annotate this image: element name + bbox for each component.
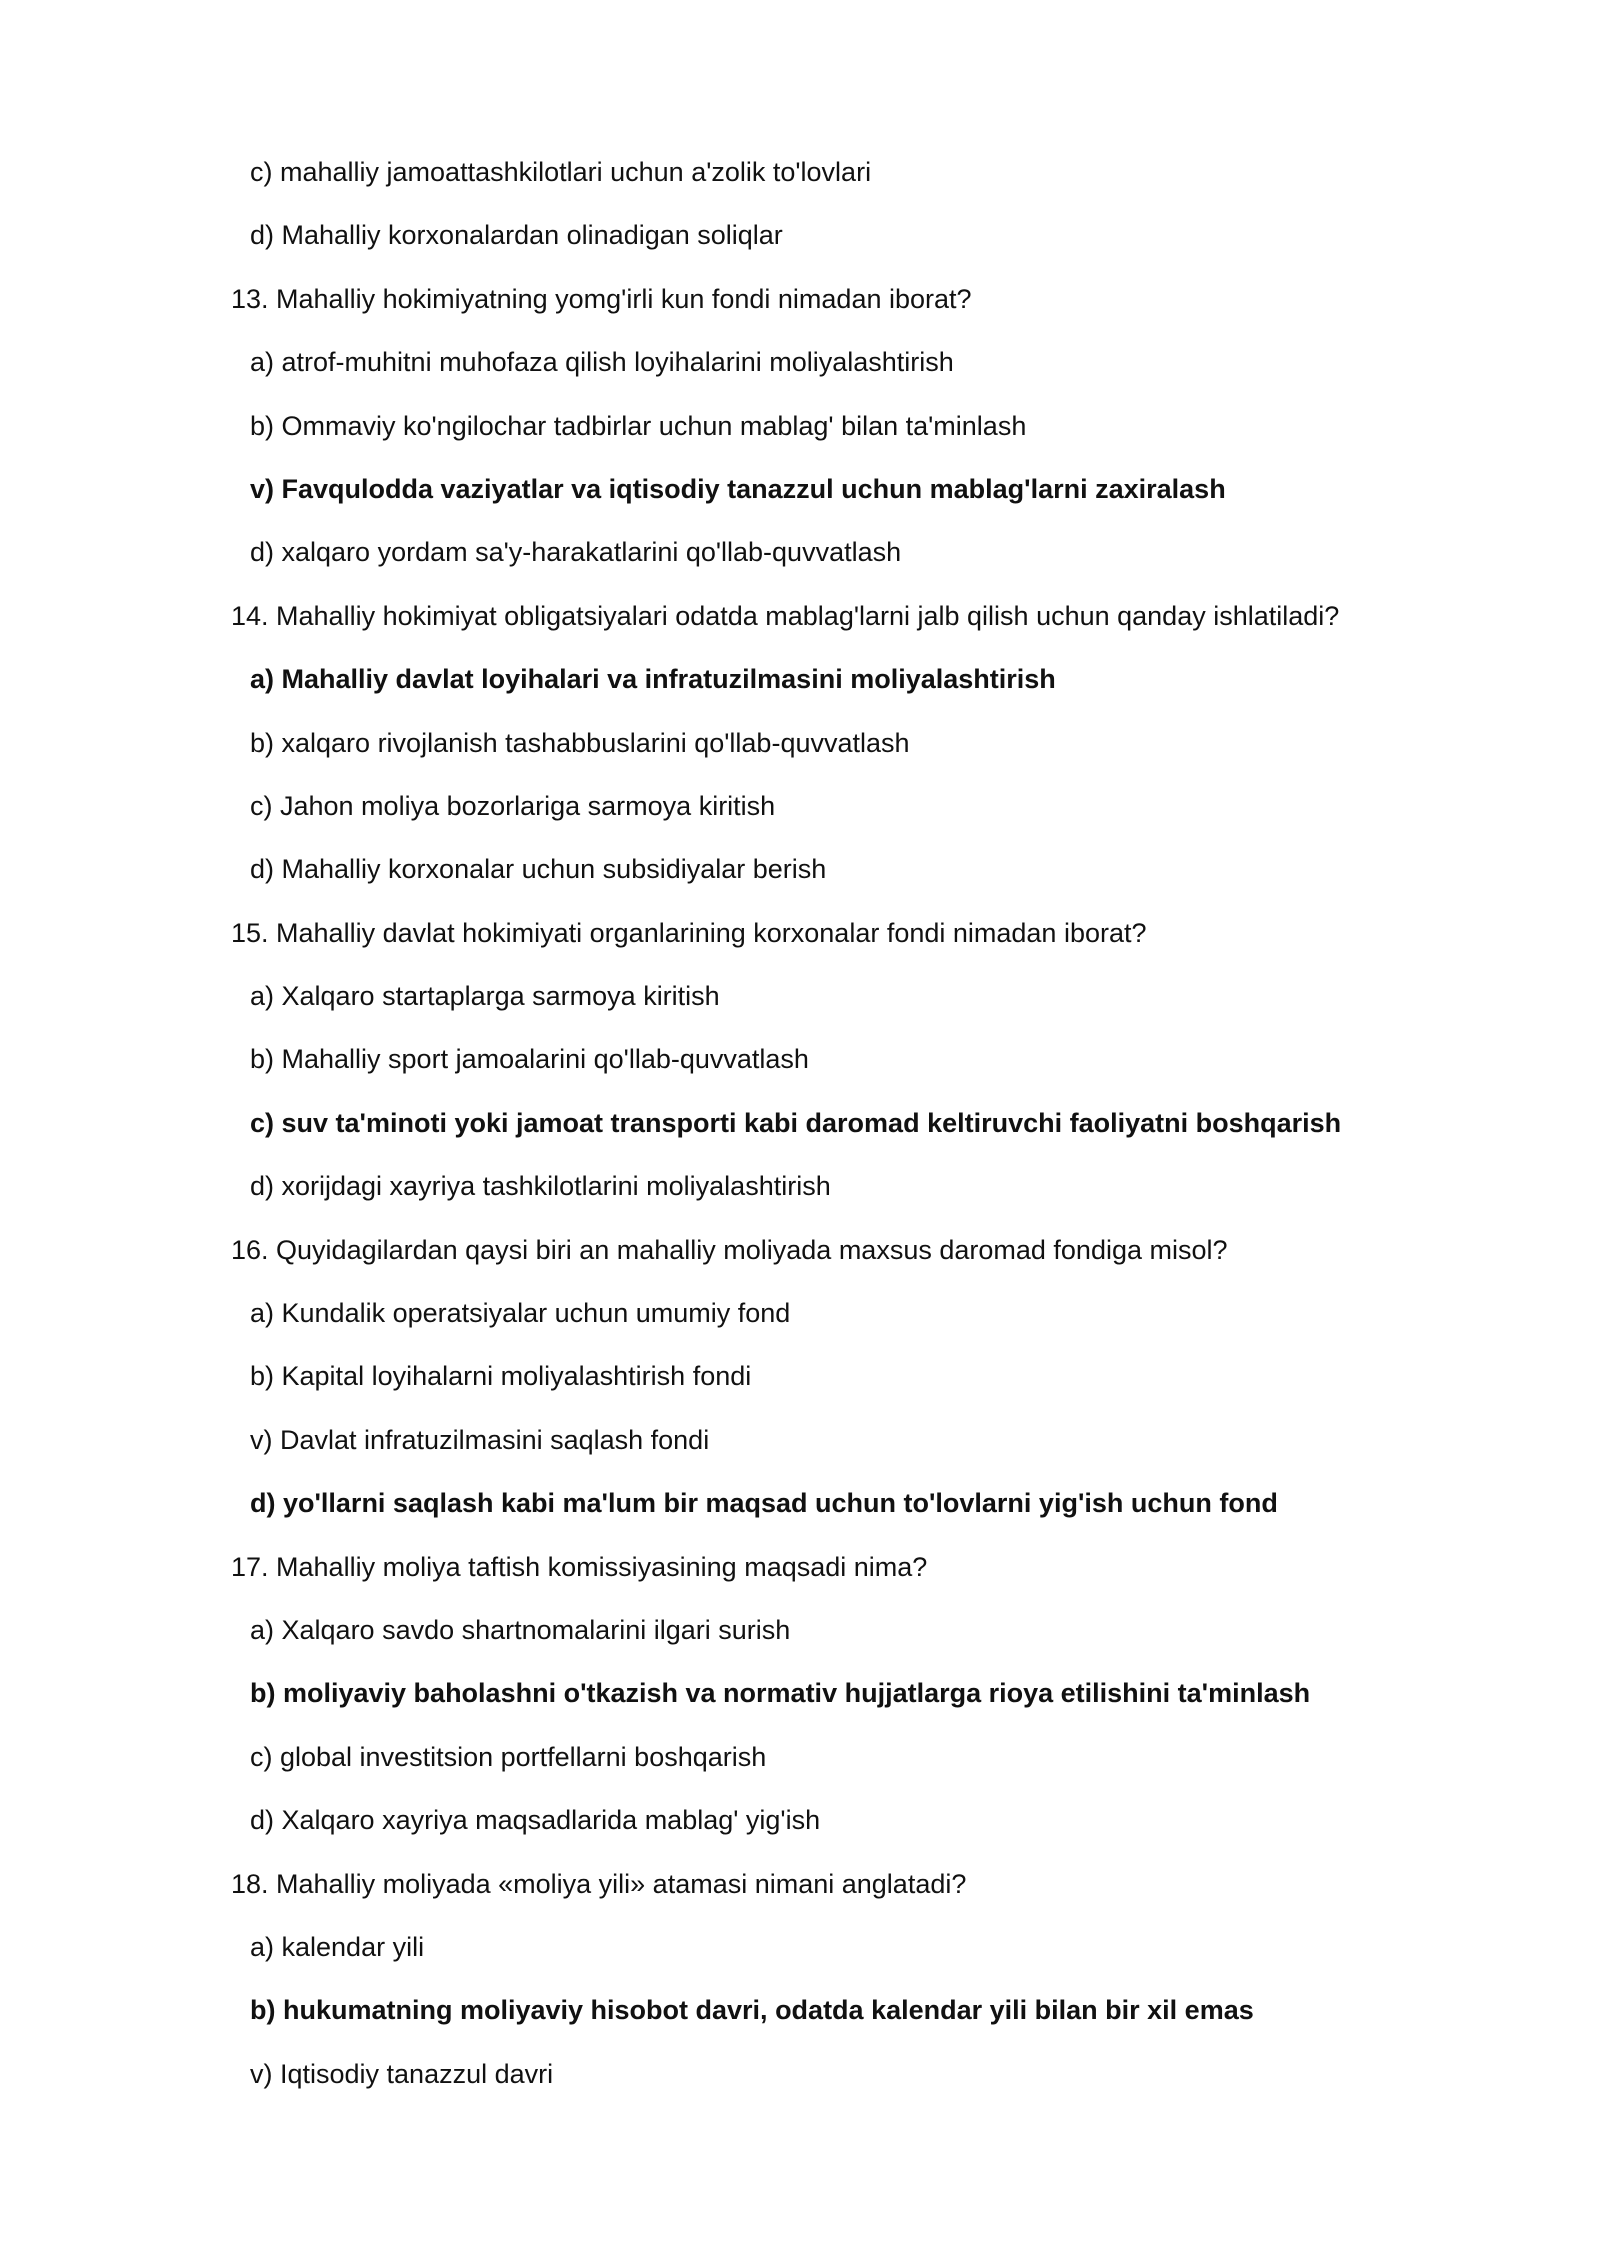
answer-option: a) Xalqaro startaplarga sarmoya kiritish [250,981,720,1012]
answer-option: b) Ommaviy ko'ngilochar tadbirlar uchun mablag' bilan ta'minlash [250,410,1027,441]
answer-option-correct: c) suv ta'minoti yoki jamoat transporti kabi daromad keltiruvchi faoliyatni boshqarish [250,1107,1342,1138]
question-text: 13. Mahalliy hokimiyatning yomg'irli kun fondi nimadan iborat? [231,283,972,314]
question-text: 17. Mahalliy moliya taftish komissiyasining maqsadi nima? [231,1551,928,1582]
answer-option: d) Xalqaro xayriya maqsadlarida mablag' yig'ish [250,1805,821,1836]
answer-option-correct: a) Mahalliy davlat loyihalari va infratuzilmasini moliyalashtirish [250,664,1056,695]
answer-option: c) mahalliy jamoattashkilotlari uchun a'zolik to'lovlari [250,157,872,187]
answer-option-correct: b) moliyaviy baholashni o'tkazish va normativ hujjatlarga rioya etilishini ta'minlash [250,1678,1311,1709]
answer-option: d) xalqaro yordam sa'y-harakatlarini qo'llab-quvvatlash [250,537,902,568]
answer-option: b) Kapital loyihalarni moliyalashtirish fondi [250,1361,752,1392]
answer-option: a) kalendar yili [250,1931,425,1962]
answer-option: d) xorijdagi xayriya tashkilotlarini moliyalashtirish [250,1171,831,1202]
answer-option: a) Kundalik operatsiyalar uchun umumiy fond [250,1298,791,1329]
answer-option: a) atrof-muhitni muhofaza qilish loyihalarini moliyalashtirish [250,347,954,378]
answer-option-correct: d) yo'llarni saqlash kabi ma'lum bir maqsad uchun to'lovlarni yig'ish uchun fond [250,1488,1278,1519]
answer-option: c) global investitsion portfellarni boshqarish [250,1741,767,1772]
answer-option: b) Mahalliy sport jamoalarini qo'llab-quvvatlash [250,1044,809,1075]
question-text: 15. Mahalliy davlat hokimiyati organlarining korxonalar fondi nimadan iborat? [231,917,1147,948]
question-list [0,150,1600,2115]
answer-option: c) Jahon moliya bozorlariga sarmoya kiritish [250,790,776,821]
answer-option-correct: b) hukumatning moliyaviy hisobot davri, odatda kalendar yili bilan bir xil emas [250,1995,1254,2026]
answer-option: a) Xalqaro savdo shartnomalarini ilgari surish [250,1614,791,1645]
answer-option-correct: v) Favqulodda vaziyatlar va iqtisodiy tanazzul uchun mablag'larni zaxiralash [250,473,1226,504]
answer-option: d) Mahalliy korxonalardan olinadigan soliqlar [250,220,783,251]
question-text: 14. Mahalliy hokimiyat obligatsiyalari odatda mablag'larni jalb qilish uchun qanday ishlatiladi? [231,600,1340,631]
question-text: 18. Mahalliy moliyada «moliya yili» atamasi nimani anglatadi? [231,1868,967,1899]
answer-option: d) Mahalliy korxonalar uchun subsidiyalar berish [250,854,827,885]
question-text: 16. Quyidagilardan qaysi biri an mahalliy moliyada maxsus daromad fondiga misol? [231,1234,1228,1265]
answer-option: v) Iqtisodiy tanazzul davri [250,2058,554,2089]
answer-option: v) Davlat infratuzilmasini saqlash fondi [250,1424,710,1455]
answer-option: b) xalqaro rivojlanish tashabbuslarini qo'llab-quvvatlash [250,727,910,758]
